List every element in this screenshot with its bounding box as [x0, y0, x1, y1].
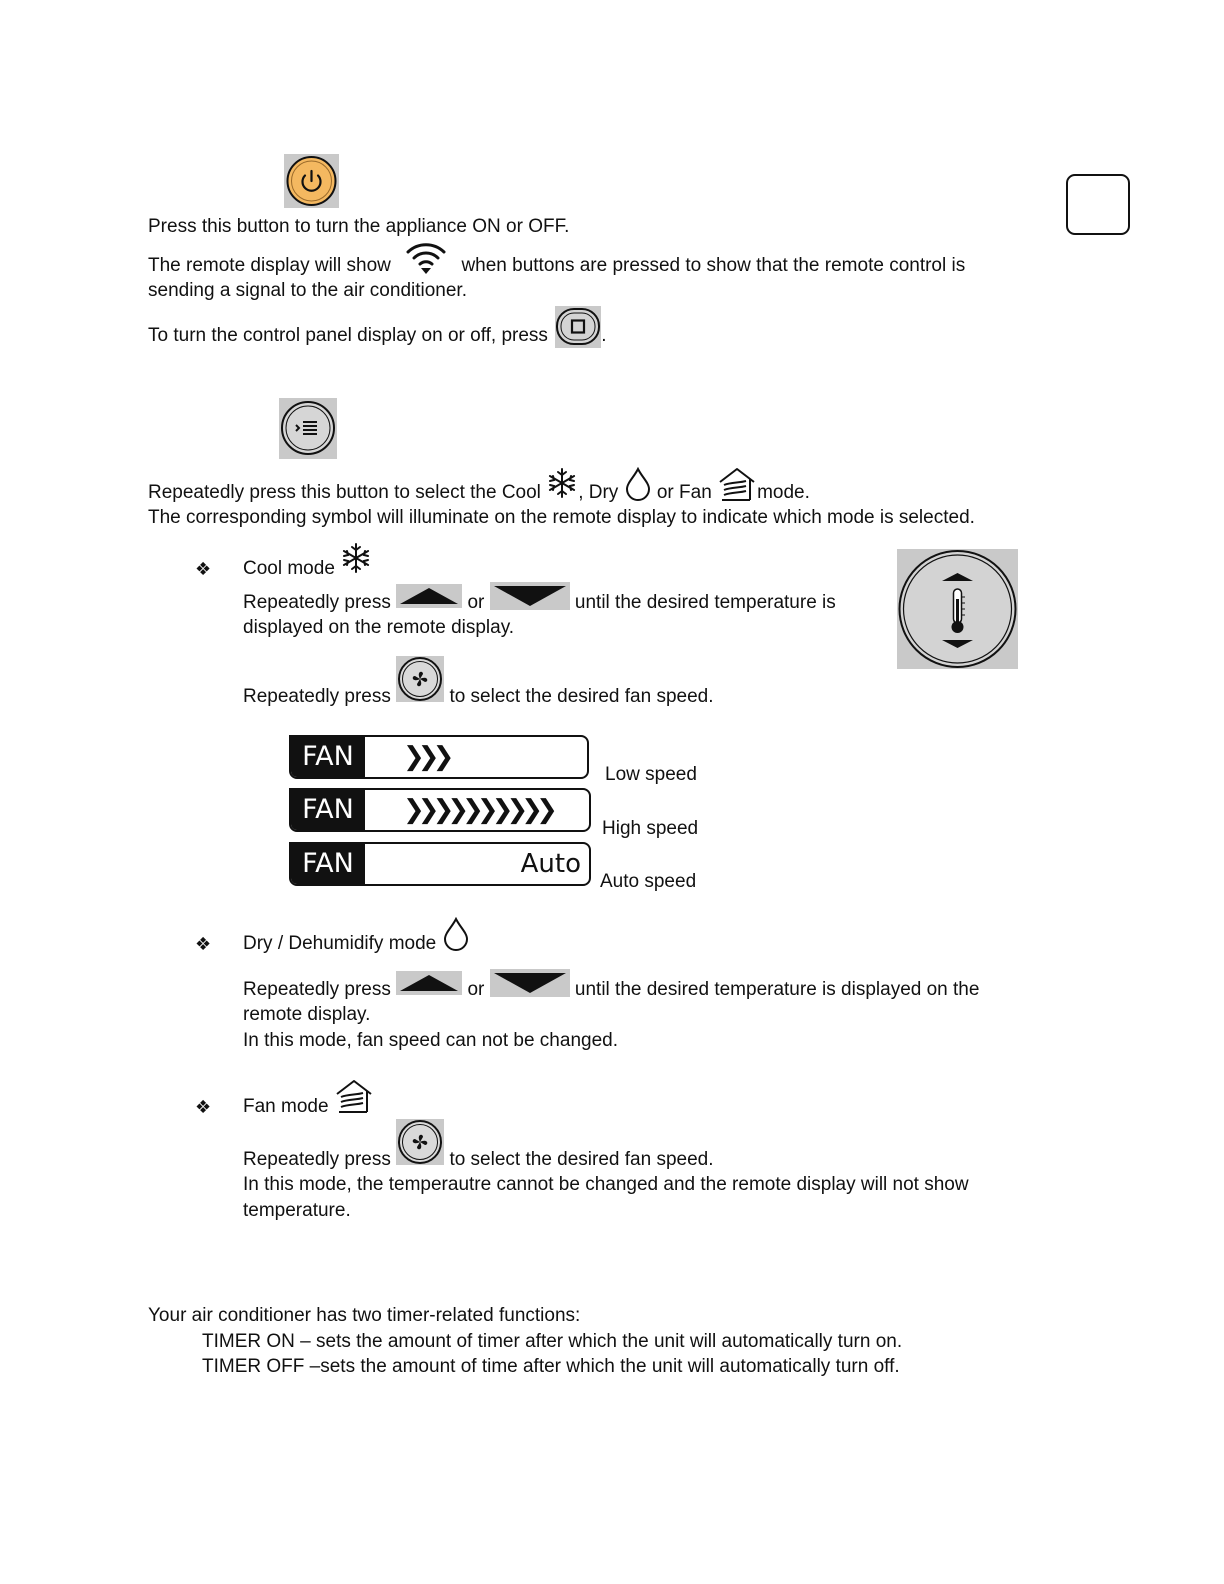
- fan-mode-note-2: temperature.: [243, 1200, 351, 1221]
- signal-description-line-2: sending a signal to the air conditioner.: [148, 280, 467, 301]
- fan-mode-title: Fan mode: [243, 1096, 329, 1117]
- fan-badge: FAN: [291, 790, 365, 830]
- low-speed-label: Low speed: [605, 764, 697, 785]
- dry-mode-temp-line-2: remote display.: [243, 1004, 371, 1025]
- fan-badge: FAN: [291, 737, 365, 777]
- cool-mode-temp-line-2: displayed on the remote display.: [243, 617, 515, 638]
- dry-mode-title-line: [243, 931, 470, 956]
- high-speed-label: High speed: [602, 818, 699, 839]
- timer-off-description: TIMER OFF –sets the amount of time after which the unit will automatically turn off.: [202, 1356, 900, 1377]
- cool-mode-temp-line: [243, 590, 836, 615]
- dry-press-text: Repeatedly press: [243, 979, 391, 1000]
- cool-fan-press-text: Repeatedly press: [243, 686, 391, 707]
- cool-press-text: Repeatedly press: [243, 592, 391, 613]
- cool-mode-title: Cool mode: [243, 558, 335, 579]
- dry-mode-bullet: ❖: [195, 934, 212, 954]
- corner-checkbox-square: [1066, 174, 1130, 235]
- snowflake-icon: [340, 542, 372, 574]
- snowflake-icon: [546, 467, 578, 499]
- temp-down-button-icon: [490, 582, 570, 610]
- power-description: Press this button to turn the appliance ON or OFF.: [148, 216, 570, 237]
- fan-mode-speed-line: [243, 1147, 714, 1172]
- mode-description-line: [148, 480, 810, 505]
- fan-mode-press-text: Repeatedly press: [243, 1149, 391, 1170]
- timer-intro: Your air conditioner has two timer-related functions:: [148, 1305, 581, 1326]
- fan-house-icon: [334, 1079, 374, 1115]
- signal-icon: [404, 242, 448, 276]
- mode-text-a: Repeatedly press this button to select the Cool: [148, 482, 541, 503]
- water-drop-icon: [442, 917, 470, 951]
- fan-auto-text: Auto: [520, 849, 581, 879]
- cool-fan-speed-line: [243, 684, 714, 709]
- temp-up-button-icon: [396, 971, 462, 995]
- fan-high-chevrons: ❯❯❯❯❯❯❯❯❯❯: [403, 795, 551, 825]
- signal-description-line: [148, 253, 965, 278]
- thermometer-dial-icon: [897, 549, 1018, 669]
- power-button-image: [284, 154, 339, 208]
- display-toggle-text: To turn the control panel display on or off, press: [148, 325, 548, 346]
- fan-house-icon: [717, 467, 757, 503]
- display-toggle-line: [148, 323, 607, 348]
- mode-text-b: , Dry: [578, 482, 619, 503]
- mode-button-image: [279, 398, 337, 459]
- fan-badge: FAN: [291, 844, 365, 884]
- dry-mode-title: Dry / Dehumidify mode: [243, 933, 437, 954]
- cool-mode-bullet: ❖: [195, 559, 212, 579]
- timer-on-description: TIMER ON – sets the amount of timer after which the unit will automatically turn on.: [202, 1331, 903, 1352]
- fan-mode-bullet: ❖: [195, 1097, 212, 1117]
- power-icon: [284, 154, 339, 208]
- dry-or-text: or: [467, 979, 485, 1000]
- water-drop-icon: [624, 467, 652, 501]
- dry-mode-note: In this mode, fan speed can not be changed.: [243, 1030, 618, 1051]
- fan-speed-button-icon: [396, 1119, 444, 1165]
- signal-text-a: The remote display will show: [148, 255, 391, 276]
- fan-mode-note-1: In this mode, the temperautre cannot be changed and the remote display will not show: [243, 1174, 969, 1195]
- cool-or-text: or: [467, 592, 485, 613]
- fan-mode-title-line: [243, 1094, 374, 1119]
- cool-until-text: until the desired temperature is: [574, 592, 836, 613]
- fan-speed-button-icon: [396, 656, 444, 702]
- fan-low-speed-display: [289, 735, 589, 779]
- fan-high-speed-display: [289, 788, 591, 832]
- mode-description-line-2: The corresponding symbol will illuminate on the remote display to indicate which mode is selected.: [148, 507, 975, 528]
- dry-until-text: until the desired temperature is displayed on the: [574, 979, 980, 1000]
- temperature-dial-image: [897, 549, 1018, 669]
- mode-text-c: or Fan: [656, 482, 712, 503]
- temp-down-button-icon: [490, 969, 570, 997]
- display-toggle-period: .: [601, 325, 607, 346]
- fan-low-chevrons: ❯❯❯: [403, 742, 448, 772]
- cool-mode-title-line: [243, 556, 372, 581]
- fan-mode-select-text: to select the desired fan speed.: [449, 1149, 714, 1170]
- fan-auto-speed-display: [289, 842, 591, 886]
- mode-text-d: mode.: [757, 482, 810, 503]
- display-button-icon: [555, 306, 601, 348]
- dry-mode-temp-line: [243, 977, 979, 1002]
- signal-text-b: when buttons are pressed to show that the remote control is: [461, 255, 966, 276]
- cool-fan-select-text: to select the desired fan speed.: [449, 686, 714, 707]
- temp-up-button-icon: [396, 584, 462, 608]
- mode-icon: [279, 398, 337, 459]
- auto-speed-label: Auto speed: [600, 871, 697, 892]
